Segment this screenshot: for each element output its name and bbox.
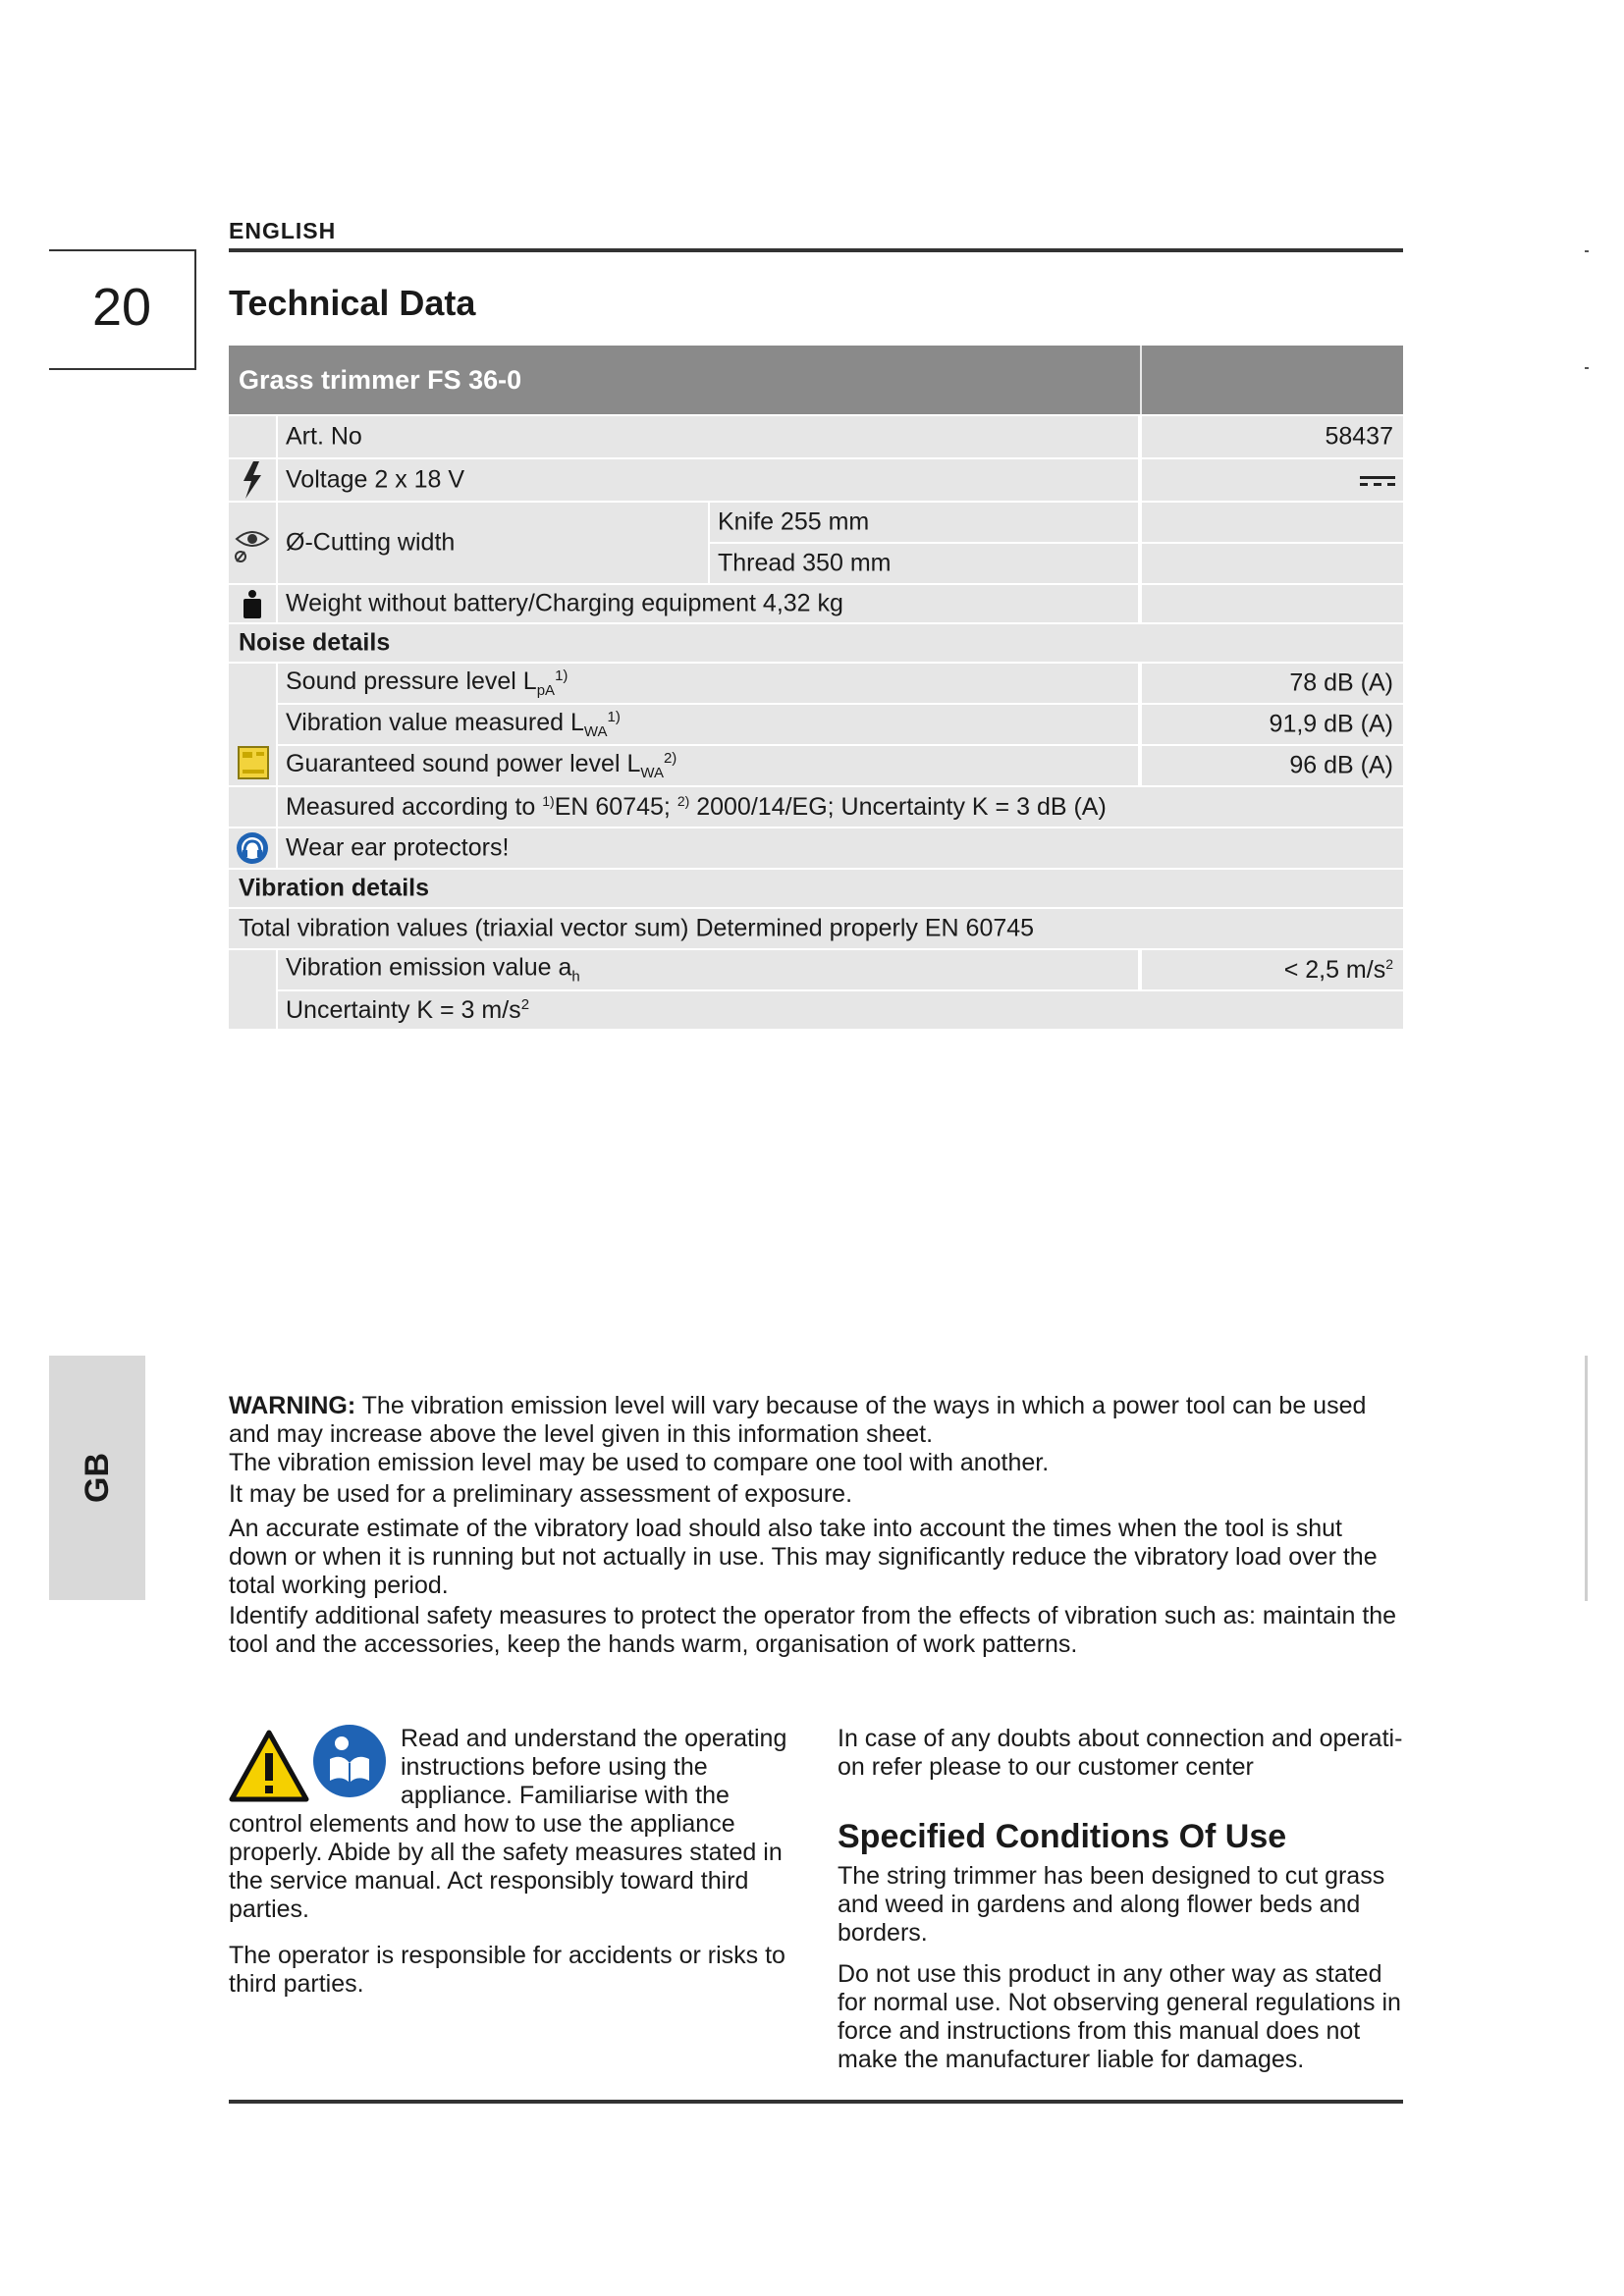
table-header [229, 346, 1403, 414]
vibration-emission-label: Vibration emission value $a_h$ [278, 950, 1138, 989]
dc-symbol-icon [1358, 471, 1397, 491]
art-no-value: 58437 [1142, 416, 1403, 457]
sound-power-label-icon [237, 746, 270, 779]
side-tab-label: GB [78, 1453, 116, 1503]
sound-pressure-label: Sound pressure level $L_{pA}^{1)}$ [278, 664, 1138, 703]
margin-tick [1585, 367, 1589, 369]
cutting-width-icon [229, 503, 276, 583]
conditions-paragraph-1: The string trimmer has been designed to cut grass and weed in gardens and along flower beds and borders. [838, 1862, 1385, 1947]
margin-bar [1585, 1356, 1588, 1601]
noise-details-heading: Noise details [229, 624, 1403, 662]
margin-tick [1585, 250, 1589, 252]
language-label: ENGLISH [229, 218, 337, 243]
read-instructions-lines: Read and understand the operating instructions before using the appliance. Familiarise with the [401, 1725, 787, 1809]
art-no-label: Art. No [278, 416, 1138, 457]
guaranteed-power-value: 96 dB (A) [1142, 746, 1403, 785]
weight-label: Weight without battery/Charging equipment 4,32 kg [278, 585, 1138, 622]
warning-line-5: Identify additional safety measures to protect the operator from the effects of vibration such as: maintain the tool and the accessories, keep the hands warm, organisation of work patterns. [229, 1602, 1397, 1658]
vibration-details-heading: Vibration details [229, 870, 1403, 907]
top-rule [229, 248, 1403, 252]
section-title: Technical Data [229, 283, 476, 323]
warning-triangle-icon [229, 1730, 317, 1808]
conditions-heading: Specified Conditions Of Use [838, 1818, 1287, 1855]
measured-according-text: Measured according to $^{1)}$EN 60745; $^{2)}$ 2000/14/EG; Uncertainty K = 3 dB (A) [278, 787, 1403, 827]
vibration-emission-value: < 2,5 $m/s^2$ [1142, 950, 1403, 989]
vibration-measured-label: Vibration value measured $L_{WA}^{1)}$ [278, 705, 1138, 744]
warning-block [229, 1392, 1407, 1659]
warning-line-3: It may be used for a preliminary assessment of exposure. [229, 1480, 853, 1508]
sound-pressure-value: 78 dB (A) [1142, 664, 1403, 703]
page-number: 20 [91, 278, 152, 337]
warning-paragraph: WARNING: The vibration emission level will vary because of the ways in which a power tool can be used and may increase above the level given in this information sheet. [229, 1392, 1367, 1448]
thread-value: Thread 350 mm [710, 544, 1138, 583]
cutting-width-label: Ø-Cutting width [278, 503, 708, 583]
guaranteed-power-label: Guaranteed sound power level $L_{WA}^{2)}$ [278, 746, 1138, 785]
weight-icon [229, 585, 276, 622]
uncertainty-text: Uncertainty K = 3 $m/s^2$ [278, 991, 1403, 1029]
operator-responsibility: The operator is responsible for accidents or risks to third parties. [229, 1942, 785, 1998]
bottom-rule [229, 2100, 1403, 2104]
warning-line-4: An accurate estimate of the vibratory load should also take into account the times when the tool is shut down or when it is running but not actually in use. This may significantly reduce the vibratory load over the total working period. [229, 1515, 1378, 1599]
ear-protectors-icon [235, 831, 270, 865]
read-manual-icon [312, 1724, 391, 1802]
knife-value: Knife 255 mm [710, 503, 1138, 542]
customer-center-note: In case of any doubts about connection and operati-on refer please to our customer center [838, 1725, 1403, 1781]
ear-protectors-text: Wear ear protectors! [278, 828, 1403, 868]
table-title: Grass trimmer FS 36-0 [239, 365, 522, 395]
warning-line-2: The vibration emission level may be used to compare one tool with another. [229, 1449, 1050, 1476]
conditions-paragraph-2: Do not use this product in any other way as stated for normal use. Not observing general regulations in force and instructions from this manual does not make the manufacturer liable for damages. [838, 1960, 1401, 2073]
warning-label: WARNING: [229, 1392, 356, 1419]
lightning-icon [229, 459, 276, 501]
total-vibration-text: Total vibration values (triaxial vector sum) Determined properly EN 60745 [229, 909, 1403, 948]
read-instructions-rest: control elements and how to use the appliance properly. Abide by all the safety measures stated in the service manual. Act responsibly toward third parties. [229, 1810, 783, 1923]
voltage-label: Voltage 2 x 18 V [278, 459, 1138, 501]
vibration-measured-value: 91,9 dB (A) [1142, 705, 1403, 744]
